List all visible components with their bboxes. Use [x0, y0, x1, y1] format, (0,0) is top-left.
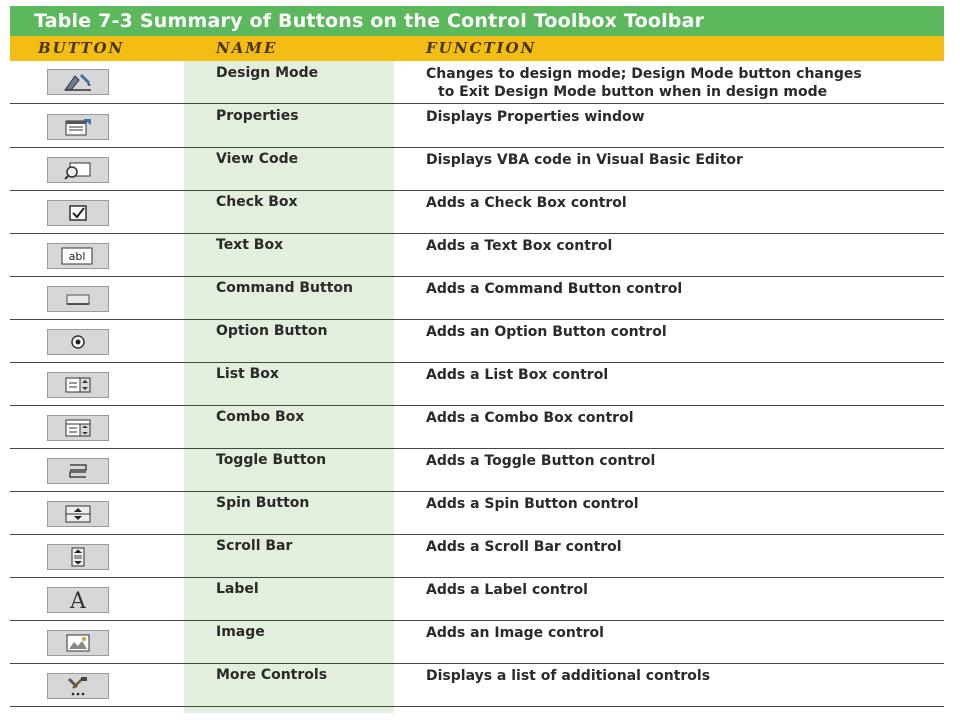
row-function: Adds a Toggle Button control: [426, 453, 656, 469]
list-box-icon: [47, 372, 109, 398]
table-row: [10, 319, 944, 363]
row-function: Adds a Label control: [426, 582, 588, 598]
table-row: [10, 147, 944, 191]
table-header-row: [10, 36, 944, 61]
table-row: [10, 276, 944, 320]
label-icon: [47, 587, 109, 613]
table-row: [10, 61, 944, 104]
spin-button-icon: [47, 501, 109, 527]
table-row: [10, 577, 944, 621]
row-name: Scroll Bar: [216, 538, 293, 554]
table-row: [10, 405, 944, 449]
header-function: FUNCTION: [426, 39, 537, 57]
row-function: Adds a Check Box control: [426, 195, 627, 211]
row-name: Properties: [216, 108, 299, 124]
row-function-line2: to Exit Design Mode button when in design mode: [438, 84, 828, 100]
table-row: [10, 233, 944, 277]
row-function: Adds a List Box control: [426, 367, 609, 383]
table-row: [10, 620, 944, 664]
combo-box-icon: [47, 415, 109, 441]
row-name: Toggle Button: [216, 452, 327, 468]
table-row: [10, 448, 944, 492]
row-name: Spin Button: [216, 495, 310, 511]
row-name: View Code: [216, 151, 299, 167]
table-title: Table 7-3 Summary of Buttons on the Control Toolbox Toolbar: [34, 10, 705, 32]
properties-icon: [47, 114, 109, 140]
label-icon-glyph: A: [70, 589, 86, 612]
header-name: NAME: [216, 39, 278, 57]
row-name: More Controls: [216, 667, 328, 683]
text-box-icon-label: abl: [68, 250, 86, 263]
table-row: [10, 362, 944, 406]
row-function: Adds a Scroll Bar control: [426, 539, 622, 555]
table-row: [10, 663, 944, 707]
more-controls-icon: [47, 673, 109, 699]
table-title-bar: [10, 6, 944, 36]
row-name: Text Box: [216, 237, 284, 253]
toggle-button-icon: [47, 458, 109, 484]
design-mode-icon: [47, 69, 109, 95]
row-name: Command Button: [216, 280, 353, 296]
row-name: List Box: [216, 366, 279, 382]
table-row: [10, 104, 944, 148]
row-function: Adds an Image control: [426, 625, 604, 641]
row-function-line1: Changes to design mode; Design Mode button changes: [426, 66, 862, 82]
row-name: Design Mode: [216, 65, 319, 81]
table-row: [10, 190, 944, 234]
table-row: [10, 534, 944, 578]
row-name: Option Button: [216, 323, 328, 339]
scroll-bar-icon: [47, 544, 109, 570]
table-row: [10, 491, 944, 535]
row-name: Label: [216, 581, 259, 597]
command-button-icon: [47, 286, 109, 312]
row-function: Adds a Command Button control: [426, 281, 683, 297]
row-function: Adds an Option Button control: [426, 324, 667, 340]
row-function: Displays VBA code in Visual Basic Editor: [426, 152, 743, 168]
row-function: Displays Properties window: [426, 109, 645, 125]
row-function: [426, 65, 936, 101]
row-function: Displays a list of additional controls: [426, 668, 711, 684]
image-icon: [47, 630, 109, 656]
check-box-icon: [47, 200, 109, 226]
row-name: Combo Box: [216, 409, 305, 425]
row-name: Image: [216, 624, 265, 640]
row-function: Adds a Combo Box control: [426, 410, 634, 426]
row-function: Adds a Spin Button control: [426, 496, 639, 512]
view-code-icon: [47, 157, 109, 183]
option-button-icon: [47, 329, 109, 355]
row-function: Adds a Text Box control: [426, 238, 613, 254]
row-name: Check Box: [216, 194, 298, 210]
header-button: BUTTON: [38, 39, 125, 57]
text-box-icon: [47, 243, 109, 269]
